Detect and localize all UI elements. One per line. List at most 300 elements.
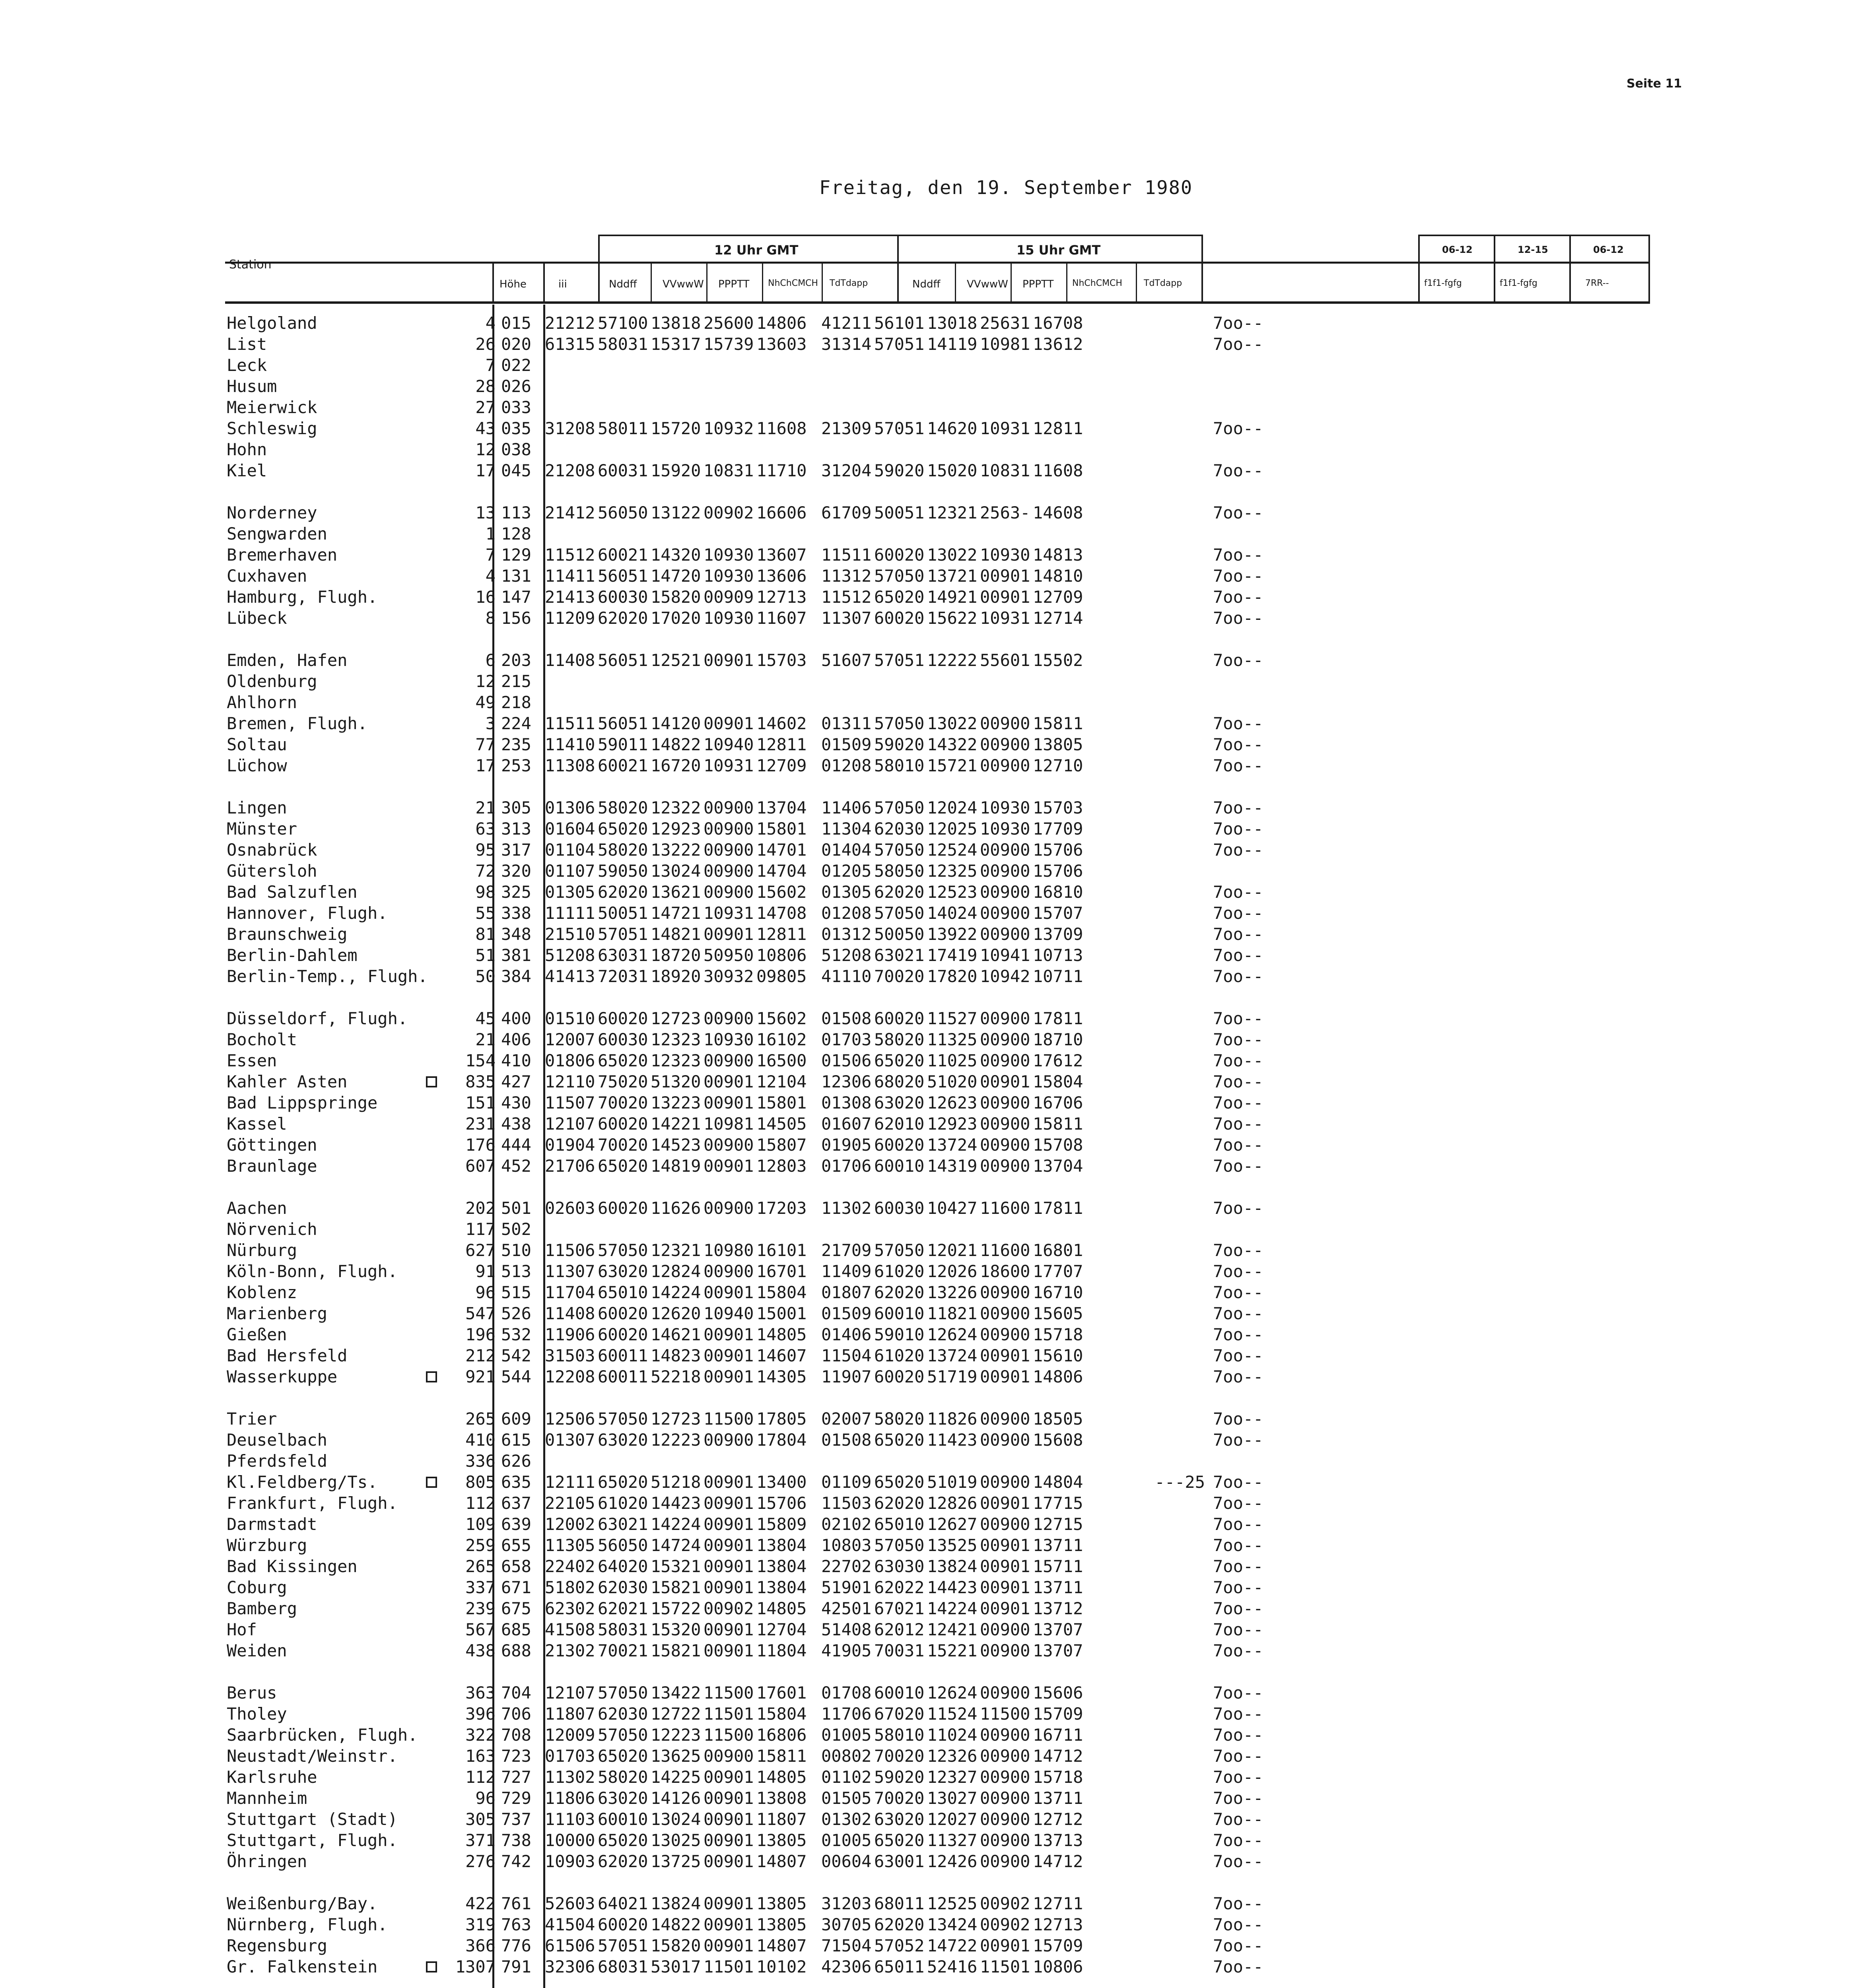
obs15-value: 13027 xyxy=(927,1788,978,1808)
station-height: 163 xyxy=(465,1746,496,1766)
station-name: Trier xyxy=(227,1409,277,1429)
obs12-value: 58031 xyxy=(598,1620,648,1639)
obs15-value: 13922 xyxy=(927,924,978,944)
obs12-value: 15920 xyxy=(651,461,701,480)
obs15-value: 58010 xyxy=(874,1725,925,1745)
station-name: Kiel xyxy=(227,461,267,480)
col12-dew: TdTdapp xyxy=(830,278,868,288)
station-id: 452 xyxy=(501,1156,531,1176)
table-row xyxy=(227,1345,1296,1366)
precip-value: 7oo-- xyxy=(1213,587,1263,607)
obs15-value: 62012 xyxy=(874,1620,925,1639)
obs15-value: 12325 xyxy=(927,861,978,881)
obs15-value: 21309 xyxy=(821,419,872,438)
station-name: Hamburg, Flugh. xyxy=(227,587,378,607)
obs15-value: 11504 xyxy=(821,1346,872,1365)
page-number: Seite 11 xyxy=(1627,77,1682,91)
station-name: Oldenburg xyxy=(227,672,317,691)
table-row xyxy=(227,1429,1296,1450)
obs15-value: 01308 xyxy=(821,1093,872,1112)
obs15-value: 59020 xyxy=(874,1767,925,1787)
obs15-value: 70020 xyxy=(874,1746,925,1766)
obs15-value: 12524 xyxy=(927,840,978,860)
precip-value: 7oo-- xyxy=(1213,1367,1263,1386)
obs15-value: 14712 xyxy=(1033,1852,1083,1871)
obs12-value: 13122 xyxy=(651,503,701,522)
obs12-value: 12107 xyxy=(545,1114,595,1134)
station-height: 112 xyxy=(465,1493,496,1513)
obs15-value: 00901 xyxy=(980,566,1030,586)
obs12-value: 60011 xyxy=(598,1346,648,1365)
obs15-value: 12923 xyxy=(927,1114,978,1134)
obs15-value: 13724 xyxy=(927,1135,978,1155)
mountain-marker-cell xyxy=(418,1076,445,1087)
precip-value: 7oo-- xyxy=(1213,1725,1263,1745)
obs12-value: 14821 xyxy=(651,924,701,944)
table-row xyxy=(227,1450,1296,1472)
table-row xyxy=(227,966,1296,987)
station-name: Lübeck xyxy=(227,608,287,628)
obs15-value: 16810 xyxy=(1033,882,1083,902)
range3-header: 06-12 xyxy=(1593,244,1624,255)
obs12-value: 21302 xyxy=(545,1641,595,1660)
station-name: Osnabrück xyxy=(227,840,317,860)
obs12-value: 00900 xyxy=(704,819,754,839)
obs12-value: 00901 xyxy=(704,1346,754,1365)
obs12-value: 58020 xyxy=(598,840,648,860)
station-id: 791 xyxy=(501,1957,531,1976)
obs12-value: 64020 xyxy=(598,1557,648,1576)
station-height: 438 xyxy=(465,1641,496,1660)
table-row xyxy=(227,1745,1296,1767)
obs12-value: 11500 xyxy=(704,1725,754,1745)
obs12-value: 00901 xyxy=(704,714,754,733)
obs12-value: 16102 xyxy=(756,1030,807,1049)
station-height: 96 xyxy=(475,1283,496,1302)
obs12-value: 60011 xyxy=(598,1367,648,1386)
obs12-value: 13818 xyxy=(651,313,701,333)
obs15-value: 00900 xyxy=(980,903,1030,923)
obs12-value: 12722 xyxy=(651,1704,701,1724)
obs15-value: 12523 xyxy=(927,882,978,902)
obs15-value: 31314 xyxy=(821,334,872,354)
station-height: 567 xyxy=(465,1620,496,1639)
obs12-value: 11410 xyxy=(545,735,595,754)
obs12-value: 17020 xyxy=(651,608,701,628)
obs12-value: 13603 xyxy=(756,334,807,354)
station-id: 400 xyxy=(501,1009,531,1028)
obs12-value: 14807 xyxy=(756,1936,807,1955)
table-row xyxy=(227,1809,1296,1830)
obs12-value: 51208 xyxy=(545,945,595,965)
station-id: 706 xyxy=(501,1704,531,1724)
obs12-value: 00900 xyxy=(704,1051,754,1070)
station-id: 444 xyxy=(501,1135,531,1155)
station-height: 55 xyxy=(475,903,496,923)
obs12-value: 16720 xyxy=(651,756,701,775)
obs12-value: 12704 xyxy=(756,1620,807,1639)
table-row xyxy=(227,1493,1296,1514)
station-height: 363 xyxy=(465,1683,496,1703)
group-spacer xyxy=(227,1872,1296,1893)
obs15-value: 14119 xyxy=(927,334,978,354)
obs15-value: 11312 xyxy=(821,566,872,586)
obs12-value: 21510 xyxy=(545,924,595,944)
table-row xyxy=(227,608,1296,629)
station-id: 639 xyxy=(501,1514,531,1534)
station-id: 737 xyxy=(501,1809,531,1829)
obs15-value: 11527 xyxy=(927,1009,978,1028)
station-id: 704 xyxy=(501,1683,531,1703)
station-name: Marienberg xyxy=(227,1304,327,1323)
hoehe-header: Höhe xyxy=(499,278,527,290)
obs12-value: 13025 xyxy=(651,1831,701,1850)
obs15-value: 11500 xyxy=(980,1704,1030,1724)
station-height: 27 xyxy=(475,398,496,417)
station-name: Weißenburg/Bay. xyxy=(227,1894,378,1913)
obs15-value: 17709 xyxy=(1033,819,1083,839)
obs12-value: 00900 xyxy=(704,1135,754,1155)
station-name: Düsseldorf, Flugh. xyxy=(227,1009,408,1028)
obs12-value: 21413 xyxy=(545,587,595,607)
obs12-value: 00901 xyxy=(704,1156,754,1176)
obs12-value: 11501 xyxy=(704,1957,754,1976)
station-height: 13 xyxy=(475,503,496,522)
table-row xyxy=(227,544,1296,565)
obs15-value: 57050 xyxy=(874,903,925,923)
station-id: 022 xyxy=(501,355,531,375)
obs15-value: 12426 xyxy=(927,1852,978,1871)
obs15-value: 15706 xyxy=(1033,840,1083,860)
obs12-value: 14819 xyxy=(651,1156,701,1176)
obs15-value: 00901 xyxy=(980,587,1030,607)
obs12-value: 21412 xyxy=(545,503,595,522)
obs15-value: 00900 xyxy=(980,735,1030,754)
obs15-value: 13707 xyxy=(1033,1620,1083,1639)
obs15-value: 01508 xyxy=(821,1430,872,1450)
obs12-value: 11807 xyxy=(545,1704,595,1724)
obs15-value: 02007 xyxy=(821,1409,872,1429)
col12-clouds: NhChCMCH xyxy=(768,278,818,288)
col12-ppptt: PPPTT xyxy=(718,278,750,290)
obs15-value: 22702 xyxy=(821,1557,872,1576)
station-id: 544 xyxy=(501,1367,531,1386)
station-height: 151 xyxy=(465,1093,496,1112)
obs12-value: 11501 xyxy=(704,1704,754,1724)
obs12-value: 10930 xyxy=(704,608,754,628)
obs15-value: 10941 xyxy=(980,945,1030,965)
obs15-value: 59020 xyxy=(874,461,925,480)
obs15-value: 00900 xyxy=(980,1472,1030,1492)
obs12-value: 75020 xyxy=(598,1072,648,1091)
obs12-value: 15722 xyxy=(651,1599,701,1618)
obs12-value: 57100 xyxy=(598,313,648,333)
table-row xyxy=(227,1788,1296,1809)
obs15-value: 00900 xyxy=(980,1051,1030,1070)
obs12-value: 60020 xyxy=(598,1009,648,1028)
station-name: Bad Hersfeld xyxy=(227,1346,348,1365)
station-name: Bremerhaven xyxy=(227,545,338,565)
precip-value: 7oo-- xyxy=(1213,1557,1263,1576)
obs15-value: 13805 xyxy=(1033,735,1083,754)
station-id: 526 xyxy=(501,1304,531,1323)
range3-sub: 7RR-- xyxy=(1585,278,1609,288)
obs15-value: 60020 xyxy=(874,545,925,565)
station-name: Nürburg xyxy=(227,1241,297,1260)
obs15-value: 11503 xyxy=(821,1493,872,1513)
obs12-value: 60031 xyxy=(598,461,648,480)
obs15-value: 57050 xyxy=(874,1241,925,1260)
obs12-value: 63020 xyxy=(598,1788,648,1808)
precip-value: 7oo-- xyxy=(1213,1746,1263,1766)
obs12-value: 16500 xyxy=(756,1051,807,1070)
station-name: Bremen, Flugh. xyxy=(227,714,368,733)
obs12-value: 50950 xyxy=(704,945,754,965)
obs12-value: 00901 xyxy=(704,1620,754,1639)
open-square-icon xyxy=(426,1076,437,1087)
table-row xyxy=(227,839,1296,860)
obs12-value: 14805 xyxy=(756,1599,807,1618)
obs12-value: 01806 xyxy=(545,1051,595,1070)
station-height: 607 xyxy=(465,1156,496,1176)
obs12-value: 14822 xyxy=(651,735,701,754)
precip-value: 7oo-- xyxy=(1213,1599,1263,1618)
obs15-value: 52416 xyxy=(927,1957,978,1976)
obs15-value: 10713 xyxy=(1033,945,1083,965)
obs12-value: 41508 xyxy=(545,1620,595,1639)
obs12-value: 62020 xyxy=(598,1852,648,1871)
precip-value: 7oo-- xyxy=(1213,1135,1263,1155)
station-id: 729 xyxy=(501,1788,531,1808)
station-name: Helgoland xyxy=(227,313,317,333)
obs15-value: 15709 xyxy=(1033,1704,1083,1724)
obs12-value: 15820 xyxy=(651,1936,701,1955)
obs12-value: 58020 xyxy=(598,798,648,817)
station-id: 727 xyxy=(501,1767,531,1787)
obs12-value: 63031 xyxy=(598,945,648,965)
station-height: 17 xyxy=(475,461,496,480)
station-id: 501 xyxy=(501,1198,531,1218)
obs12-value: 11704 xyxy=(545,1283,595,1302)
range2-sub: f1f1-fgfg xyxy=(1500,278,1537,288)
obs15-value: 00900 xyxy=(980,756,1030,775)
obs12-value: 30932 xyxy=(704,967,754,986)
obs12-value: 00901 xyxy=(704,1514,754,1534)
obs12-value: 12620 xyxy=(651,1304,701,1323)
obs15-value: 00900 xyxy=(980,1641,1030,1660)
obs15-value: 18505 xyxy=(1033,1409,1083,1429)
station-height: 366 xyxy=(465,1936,496,1955)
obs15-value: 62030 xyxy=(874,819,925,839)
obs15-value: 60020 xyxy=(874,1009,925,1028)
precip-value: 7oo-- xyxy=(1213,903,1263,923)
obs15-value: 10931 xyxy=(980,419,1030,438)
station-name: Bocholt xyxy=(227,1030,297,1049)
station-id: 033 xyxy=(501,398,531,417)
obs15-value: 65020 xyxy=(874,587,925,607)
precip-value: 7oo-- xyxy=(1213,924,1263,944)
obs15-value: 15718 xyxy=(1033,1767,1083,1787)
obs15-value: 10831 xyxy=(980,461,1030,480)
obs15-value: 14810 xyxy=(1033,566,1083,586)
obs12-value: 10931 xyxy=(704,903,754,923)
station-name: Öhringen xyxy=(227,1852,307,1871)
obs12-value: 00900 xyxy=(704,1746,754,1766)
station-height: 265 xyxy=(465,1557,496,1576)
obs15-value: 42501 xyxy=(821,1599,872,1618)
obs12-value: 51218 xyxy=(651,1472,701,1492)
obs12-value: 65020 xyxy=(598,1746,648,1766)
obs12-value: 14607 xyxy=(756,1346,807,1365)
obs15-value: 60010 xyxy=(874,1156,925,1176)
obs15-value: 51719 xyxy=(927,1367,978,1386)
station-id: 235 xyxy=(501,735,531,754)
obs12-value: 65020 xyxy=(598,1051,648,1070)
table-row xyxy=(227,1408,1296,1429)
obs12-value: 11103 xyxy=(545,1809,595,1829)
table-row xyxy=(227,1682,1296,1703)
obs12-value: 17805 xyxy=(756,1409,807,1429)
station-height: 259 xyxy=(465,1536,496,1555)
obs15-value: 00900 xyxy=(980,1325,1030,1344)
obs15-value: 10427 xyxy=(927,1198,978,1218)
precip-value: 7oo-- xyxy=(1213,1641,1263,1660)
obs12-value: 10981 xyxy=(704,1114,754,1134)
obs15-value: 13713 xyxy=(1033,1831,1083,1850)
obs12-value: 12811 xyxy=(756,924,807,944)
obs12-value: 00902 xyxy=(704,503,754,522)
obs12-value: 00901 xyxy=(704,1578,754,1597)
obs12-value: 62302 xyxy=(545,1599,595,1618)
obs15-value: 10711 xyxy=(1033,967,1083,986)
obs12-value: 64021 xyxy=(598,1894,648,1913)
obs12-value: 00901 xyxy=(704,1767,754,1787)
station-name: Schleswig xyxy=(227,419,317,438)
table-row xyxy=(227,1556,1296,1577)
obs12-value: 10930 xyxy=(704,566,754,586)
station-name: Kahler Asten xyxy=(227,1072,348,1091)
precip-value: 7oo-- xyxy=(1213,1472,1263,1492)
station-name: Essen xyxy=(227,1051,277,1070)
obs15-value: 13018 xyxy=(927,313,978,333)
obs12-value: 13223 xyxy=(651,1093,701,1112)
station-height: 154 xyxy=(465,1051,496,1070)
obs15-value: 12025 xyxy=(927,819,978,839)
open-square-icon xyxy=(426,1371,437,1382)
obs15-value: 00900 xyxy=(980,1409,1030,1429)
obs15-value: 57052 xyxy=(874,1936,925,1955)
obs12-value: 41413 xyxy=(545,967,595,986)
station-height: 265 xyxy=(465,1409,496,1429)
col15-dew: TdTdapp xyxy=(1144,278,1182,288)
obs15-value: 62010 xyxy=(874,1114,925,1134)
obs12-value: 60020 xyxy=(598,1325,648,1344)
obs12-value: 63020 xyxy=(598,1262,648,1281)
table-row xyxy=(227,334,1296,355)
table-row xyxy=(227,1535,1296,1556)
obs12-value: 09805 xyxy=(756,967,807,986)
obs15-value: 12326 xyxy=(927,1746,978,1766)
table-row xyxy=(227,1303,1296,1324)
obs12-value: 11500 xyxy=(704,1683,754,1703)
obs15-value: 00900 xyxy=(980,1831,1030,1850)
obs12-value: 56050 xyxy=(598,1536,648,1555)
obs15-value: 58020 xyxy=(874,1030,925,1049)
table-row xyxy=(227,671,1296,692)
obs15-value: 01005 xyxy=(821,1831,872,1850)
obs15-value: 59010 xyxy=(874,1325,925,1344)
obs15-value: 12222 xyxy=(927,650,978,670)
obs12-value: 12208 xyxy=(545,1367,595,1386)
obs15-value: 17820 xyxy=(927,967,978,986)
station-height: 96 xyxy=(475,1788,496,1808)
obs15-value: 2563- xyxy=(980,503,1030,522)
table-row xyxy=(227,692,1296,713)
obs15-value: 41110 xyxy=(821,967,872,986)
obs12-value: 15821 xyxy=(651,1578,701,1597)
obs12-value: 60010 xyxy=(598,1809,648,1829)
station-height: 81 xyxy=(475,924,496,944)
station-height: 49 xyxy=(475,693,496,712)
station-height: 212 xyxy=(465,1346,496,1365)
table-row xyxy=(227,586,1296,608)
obs15-value: 15711 xyxy=(1033,1557,1083,1576)
obs15-value: 01509 xyxy=(821,1304,872,1323)
group-spacer xyxy=(227,1387,1296,1408)
table-row xyxy=(227,1113,1296,1134)
obs15-value: 17707 xyxy=(1033,1262,1083,1281)
obs15-value: 13707 xyxy=(1033,1641,1083,1660)
obs12-value: 00902 xyxy=(704,1599,754,1618)
station-name: Nörvenich xyxy=(227,1219,317,1239)
obs12-value: 13606 xyxy=(756,566,807,586)
obs15-value: 12024 xyxy=(927,798,978,817)
obs12-value: 11408 xyxy=(545,650,595,670)
obs15-value: 17419 xyxy=(927,945,978,965)
obs15-value: 01208 xyxy=(821,756,872,775)
precip-value: 7oo-- xyxy=(1213,1831,1263,1850)
obs12-value: 60030 xyxy=(598,1030,648,1049)
station-name: Stuttgart (Stadt) xyxy=(227,1809,398,1829)
obs15-value: 21709 xyxy=(821,1241,872,1260)
obs15-value: 10942 xyxy=(980,967,1030,986)
obs15-value: 11406 xyxy=(821,798,872,817)
obs12-value: 15317 xyxy=(651,334,701,354)
obs15-value: 13711 xyxy=(1033,1788,1083,1808)
obs12-value: 57050 xyxy=(598,1241,648,1260)
station-id: 317 xyxy=(501,840,531,860)
table-row xyxy=(227,1472,1296,1493)
obs15-value: 01302 xyxy=(821,1809,872,1829)
station-id: 045 xyxy=(501,461,531,480)
obs12-value: 17804 xyxy=(756,1430,807,1450)
obs12-value: 01703 xyxy=(545,1746,595,1766)
precip-value: 7oo-- xyxy=(1213,1409,1263,1429)
station-id: 325 xyxy=(501,882,531,902)
obs12-value: 14602 xyxy=(756,714,807,733)
obs15-value: 12623 xyxy=(927,1093,978,1112)
station-height: 336 xyxy=(465,1451,496,1471)
station-height: 12 xyxy=(475,440,496,459)
obs15-value: 14804 xyxy=(1033,1472,1083,1492)
obs15-value: 68011 xyxy=(874,1894,925,1913)
precip-value: 7oo-- xyxy=(1213,798,1263,817)
obs15-value: 42306 xyxy=(821,1957,872,1976)
obs12-value: 13400 xyxy=(756,1472,807,1492)
station-height: 4 xyxy=(485,566,496,586)
group-spacer xyxy=(227,987,1296,1008)
obs15-value: 71504 xyxy=(821,1936,872,1955)
